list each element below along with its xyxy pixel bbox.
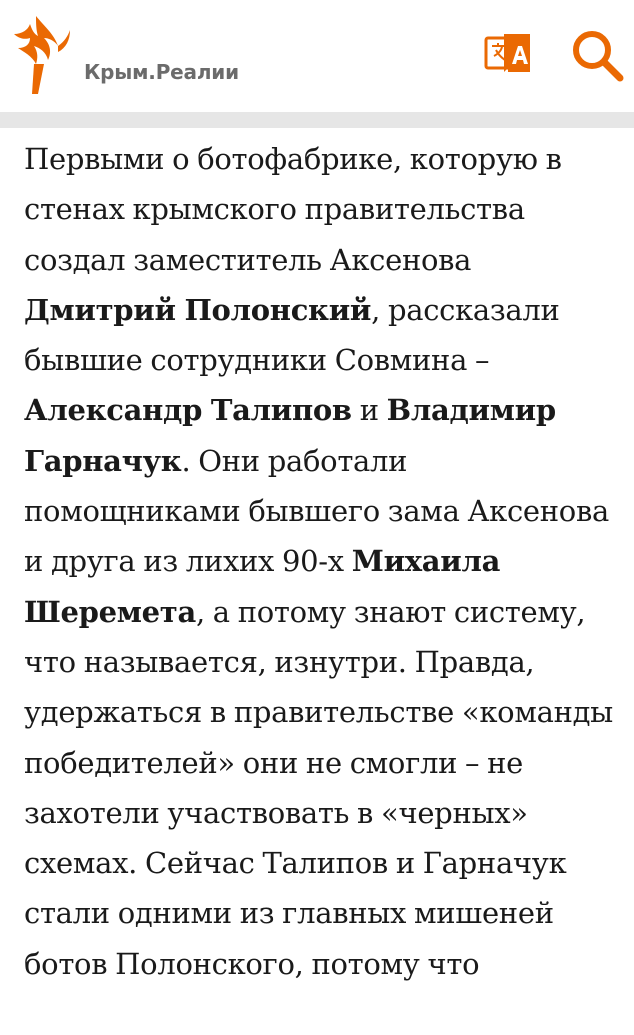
text-segment: . Они работали помощниками бывшего зама Аксенова и друга из лихих 90-х [24, 443, 609, 579]
article-body [24, 134, 614, 989]
search-icon [570, 28, 624, 82]
logo-flame-icon [14, 16, 74, 96]
article-paragraph [24, 134, 614, 989]
translate-icon [484, 32, 534, 78]
transliteration-button[interactable] [484, 32, 534, 78]
header-divider [0, 112, 634, 128]
search-button[interactable] [570, 28, 624, 82]
person-name-talipov: Александр Талипов [24, 393, 352, 428]
text-segment: , а потому знают систему, что называется, изнутри. Правда, удержаться в правительстве «команды победителей» они не смогли – не захотели участвовать в «черных» схемах. Сейчас Талипов и Гарначук стали одними из главных мишеней ботов Полонского, потому что [24, 594, 613, 981]
text-segment: , рассказали бывшие сотрудники Совмина – [24, 292, 560, 378]
person-name-polonsky: Дмитрий Полонский [24, 292, 372, 327]
text-segment: Первыми о ботофабрике, которую в стенах крымского правительства создал заместитель Аксенова [24, 142, 562, 277]
person-name-garnachuk: Владимир Гарначук [24, 393, 556, 478]
site-header [0, 0, 634, 112]
text-segment: и [351, 393, 387, 428]
logo-text: Крым.Реалии [84, 60, 239, 84]
site-logo[interactable] [14, 16, 274, 96]
person-name-sheremet: Михаила Шеремета [24, 544, 501, 629]
